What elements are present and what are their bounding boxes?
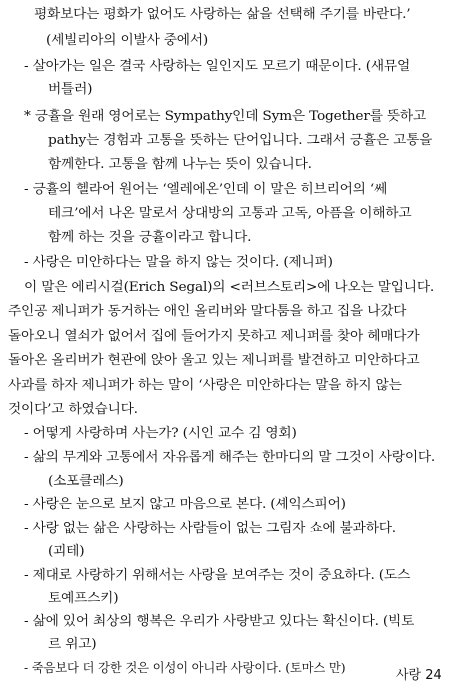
list-item-text: - 제대로 사랑하기 위해서는 사랑을 보여주는 것이 중요하다. (도스 — [24, 568, 411, 583]
list-item-text: - 사랑은 미안하다는 말을 하지 않는 것이다. (제니퍼) — [24, 255, 333, 270]
text-line: 버틀러) — [48, 82, 93, 97]
list-item-text: - 사랑은 눈으로 보지 않고 마음으로 본다. (셰익스피어) — [24, 497, 346, 512]
list-item-text: - 어떻게 사랑하며 사는가? (시인 교수 김 영회) — [24, 426, 297, 441]
text-line: (괴테) — [48, 544, 85, 559]
footer-page-number: 사랑 24 — [396, 668, 442, 683]
text-line: 테크’에서 나온 말로서 상대방의 고통과 고독, 아픔을 이해하고 — [48, 206, 412, 221]
text-line: 르 위고) — [48, 637, 97, 652]
list-item-text: - 긍휼의 헬라어 원어는 ‘엘레에온’인데 이 말은 히브리어의 ‘쎄 — [24, 182, 388, 197]
paragraph-line: 이 말은 에리시걸(Erich Segal)의 <러브스토리>에 나오는 말입니다. — [24, 280, 435, 295]
list-item-text: - 살아가는 일은 결국 사랑하는 일인지도 모르기 때문이다. (새뮤얼 — [24, 59, 411, 74]
list-item-text: - 사랑 없는 삶은 사랑하는 사람들이 없는 그림자 쇼에 불과하다. — [24, 521, 396, 536]
text-line: 토예프스키) — [48, 591, 119, 606]
text-line: 평화보다는 평화가 없어도 사랑하는 삶을 선택해 주기를 바란다.’ — [34, 7, 411, 22]
text-line: pathy는 경험과 고통을 뜻하는 단어입니다. 그래서 긍휼은 고통을 — [48, 133, 433, 148]
list-item-text: - 삶의 무게와 고통에서 자유롭게 해주는 한마디의 말 그것이 사랑이다. — [24, 450, 436, 465]
list-item-text: - 죽음보다 더 강한 것은 이성이 아니라 사랑이다. (토마스 만) — [24, 660, 346, 675]
text-line: (소포클레스) — [48, 474, 124, 489]
paragraph-line: 주인공 제니퍼가 동거하는 애인 올리버와 말다툼을 하고 집을 나갔다 — [8, 304, 407, 319]
note-text: * 긍휼을 원래 영어로는 Sympathy인데 Sym은 Together를 뜻하고 — [24, 109, 427, 124]
text-line: 함께한다. 고통을 함께 나누는 뜻이 있습니다. — [48, 157, 312, 172]
text-line: (세빌리아의 이발사 중에서) — [46, 33, 209, 48]
text-line: 함께 하는 것을 긍휼이라고 합니다. — [48, 230, 252, 245]
paragraph-line: 돌아온 올리버가 현관에 앉아 울고 있는 제니퍼를 발견하고 미안하다고 — [8, 353, 420, 368]
paragraph-line: 사과를 하자 제니퍼가 하는 말이 ‘사랑은 미안하다는 말을 하지 않는 — [8, 378, 402, 393]
list-item-text: - 삶에 있어 최상의 행복은 우리가 사랑받고 있다는 확신이다. (빅토 — [24, 614, 415, 629]
paragraph-line: 돌아오니 열쇠가 없어서 집에 들어가지 못하고 제니퍼를 찾아 헤매다가 — [8, 329, 420, 344]
paragraph-line: 것이다’고 하였습니다. — [8, 402, 138, 417]
